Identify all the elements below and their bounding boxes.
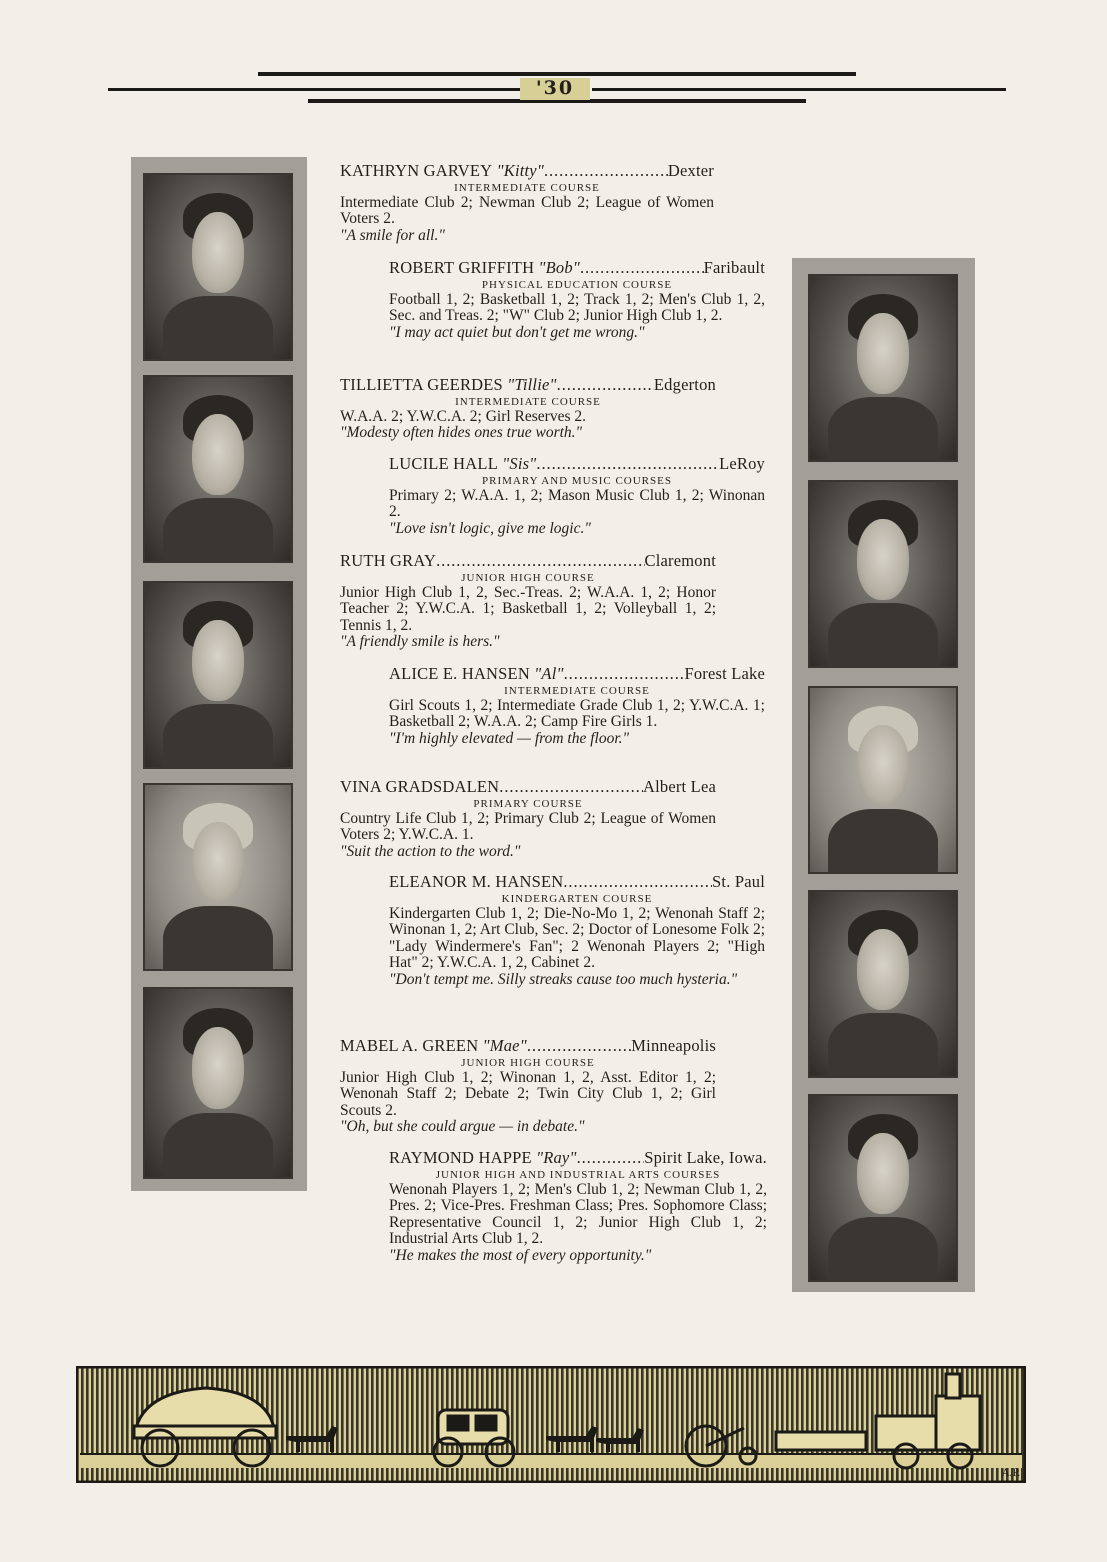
entry-mabel-green xyxy=(340,1038,716,1136)
portrait-kathryn-garvey xyxy=(143,173,293,361)
entry-quote: "A friendly smile is hers." xyxy=(340,633,500,650)
entry-nickname: "Sis" xyxy=(502,454,537,473)
entry-eleanor-hansen xyxy=(389,874,765,988)
entry-quote: "He makes the most of every opportunity." xyxy=(389,1246,652,1264)
entry-quote: "I may act quiet but don't get me wrong." xyxy=(389,323,645,341)
entry-course: PRIMARY AND MUSIC COURSES xyxy=(482,474,672,487)
entry-name: VINA GRADSDALEN xyxy=(340,777,500,796)
entry-name: LUCILE HALL xyxy=(389,454,498,473)
artist-signature: A.P. xyxy=(1002,1468,1021,1479)
entry-raymond-happe xyxy=(389,1150,767,1264)
entry-name: ROBERT GRIFFITH xyxy=(389,258,535,277)
portrait-ruth-gray xyxy=(143,581,293,769)
portrait-alice-hansen xyxy=(808,686,958,874)
entry-activities: Country Life Club 1, 2; Primary Club 2; League of Women Voters 2; Y.W.C.A. 1. xyxy=(340,809,716,843)
entry-ruth-gray xyxy=(340,553,716,651)
transport-illustration xyxy=(76,1366,1026,1483)
left-photo-strip xyxy=(131,157,307,1191)
entry-activities: Kindergarten Club 1, 2; Die-No-Mo 1, 2; Wenonah Staff 2; Winonan 1, 2; Art Club, Sec. 2; Doctor of Lonesome Folk 2; "Lady Windermere's Fan"; 2 Wenonah Players 2; "High Hat" 2; Y.W.C.A. 1, 2, Cabinet 2. xyxy=(389,904,765,971)
entry-activities: Junior High Club 1, 2, Sec.-Treas. 2; W.A.A. 1, 2; Honor Teacher 2; Y.W.C.A. 1; Basketball 1, 2; Volleyball 1, 2; Tennis 1, 2. xyxy=(340,583,716,634)
entry-lucile-hall xyxy=(389,456,765,537)
footer-transport-band xyxy=(76,1366,1026,1483)
entry-hometown: Faribault xyxy=(703,258,765,277)
entry-name: RUTH GRAY xyxy=(340,551,437,570)
entry-name: ELEANOR M. HANSEN xyxy=(389,872,564,891)
entry-quote: "Oh, but she could argue — in debate." xyxy=(340,1118,585,1135)
entry-activities: Junior High Club 1, 2; Winonan 1, 2, Asst. Editor 1, 2; Wenonah Staff 2; Debate 2; Twin City Club 1, 2; Girl Scouts 2. xyxy=(340,1068,716,1119)
entry-nickname: "Al" xyxy=(534,664,564,683)
entry-name: KATHRYN GARVEY xyxy=(340,161,493,180)
entry-course: KINDERGARTEN COURSE xyxy=(501,892,653,905)
entry-hometown: Forest Lake xyxy=(684,664,765,683)
entry-nickname: "Kitty" xyxy=(496,161,544,180)
entry-tillietta-geerdes xyxy=(340,377,716,442)
entry-course: JUNIOR HIGH COURSE xyxy=(461,1056,595,1069)
entry-hometown: Albert Lea xyxy=(642,777,716,796)
page-mark: '30 xyxy=(535,77,575,99)
entry-activities: Girl Scouts 1, 2; Intermediate Grade Club 1, 2; Y.W.C.A. 1; Basketball 2; W.A.A. 2; Camp Fire Girls 1. xyxy=(389,696,765,730)
entry-course: INTERMEDIATE COURSE xyxy=(455,395,601,408)
entry-hometown: Claremont xyxy=(644,551,716,570)
header-rule-right xyxy=(592,88,1006,91)
entry-activities: Football 1, 2; Basketball 1, 2; Track 1, 2; Men's Club 1, 2, Sec. and Treas. 2; "W" Club 2; Junior High Club 1, 2. xyxy=(389,290,765,324)
entry-course: PRIMARY COURSE xyxy=(473,797,583,810)
portrait-eleanor-hansen xyxy=(808,890,958,1078)
entry-activities: W.A.A. 2; Y.W.C.A. 2; Girl Reserves 2. xyxy=(340,407,586,425)
entry-hometown: Minneapolis xyxy=(631,1036,716,1055)
entry-course: INTERMEDIATE COURSE xyxy=(504,684,650,697)
portrait-lucile-hall xyxy=(808,480,958,668)
entry-hometown: St. Paul xyxy=(712,872,765,891)
entry-activities: Primary 2; W.A.A. 1, 2; Mason Music Club 1, 2; Winonan 2. xyxy=(389,486,765,520)
entry-hometown: Dexter xyxy=(667,161,714,180)
portrait-robert-griffith xyxy=(808,274,958,462)
entry-quote: "Modesty often hides ones true worth." xyxy=(340,424,583,441)
entry-activities: Intermediate Club 2; Newman Club 2; League of Women Voters 2. xyxy=(340,193,714,227)
entry-quote: "A smile for all." xyxy=(340,226,445,244)
entry-course: JUNIOR HIGH COURSE xyxy=(461,571,595,584)
entry-quote: "Don't tempt me. Silly streaks cause too much hysteria." xyxy=(389,970,738,988)
entry-robert-griffith xyxy=(389,260,765,341)
portrait-tillietta-geerdes xyxy=(143,375,293,563)
right-photo-strip xyxy=(792,258,975,1292)
entry-quote: "I'm highly elevated — from the floor." xyxy=(389,729,630,747)
entry-name: RAYMOND HAPPE xyxy=(389,1148,532,1167)
entry-hometown: Edgerton xyxy=(653,375,716,394)
entry-hometown: Spirit Lake, Iowa. xyxy=(644,1148,767,1167)
entry-name: MABEL A. GREEN xyxy=(340,1036,479,1055)
entry-course: INTERMEDIATE COURSE xyxy=(454,181,600,194)
entry-name: TILLIETTA GEERDES xyxy=(340,375,503,394)
entry-course: JUNIOR HIGH AND INDUSTRIAL ARTS COURSES xyxy=(435,1168,721,1181)
header-rule-top xyxy=(258,72,856,76)
entry-alice-hansen xyxy=(389,666,765,747)
entry-name: ALICE E. HANSEN xyxy=(389,664,530,683)
entry-hometown: LeRoy xyxy=(719,454,765,473)
header-rule-left xyxy=(108,88,520,91)
entry-activities: Wenonah Players 1, 2; Men's Club 1, 2; Newman Club 1, 2, Pres. 2; Vice-Pres. Freshman Class; Pres. Sophomore Class; Representative Council 1, 2; Junior High Club 1, 2; Industrial Arts Club 1, 2. xyxy=(389,1180,767,1247)
entry-nickname: "Tillie" xyxy=(507,375,557,394)
entry-nickname: "Ray" xyxy=(536,1148,577,1167)
entry-quote: "Suit the action to the word." xyxy=(340,842,521,860)
page-header xyxy=(0,0,1107,110)
entry-nickname: "Mae" xyxy=(482,1036,527,1055)
entry-nickname: "Bob" xyxy=(538,258,580,277)
entry-kathryn-garvey xyxy=(340,163,714,244)
entry-quote: "Love isn't logic, give me logic." xyxy=(389,519,591,537)
entry-course: PHYSICAL EDUCATION COURSE xyxy=(481,278,673,291)
portrait-raymond-happe xyxy=(808,1094,958,1282)
portrait-mabel-green xyxy=(143,987,293,1179)
entry-vina-gradsdalen xyxy=(340,779,716,860)
portrait-vina-gradsdalen xyxy=(143,783,293,971)
